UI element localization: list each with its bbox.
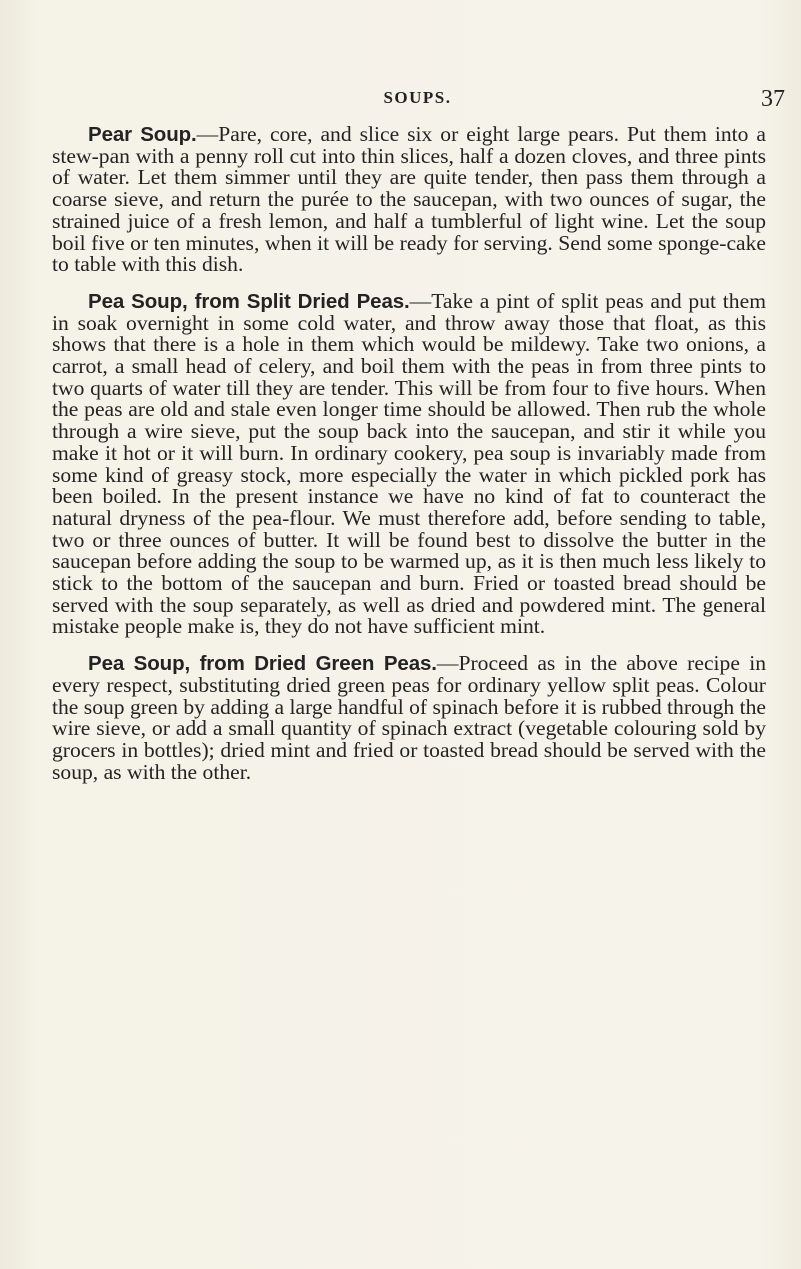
recipe-pear-soup xyxy=(52,124,766,276)
recipe-title: Pea Soup, from Dried Green Peas. xyxy=(88,652,437,676)
recipe-text: —Pare, core, and slice six or eight large pears. Put them into a stew-pan with a penny roll cut into thin slices, half a dozen cloves, and three pints of water. Let them simmer until they are quite tender, then pass them through a coarse sieve, and return the purée to the saucepan, with two ounces of sugar, the strained juice of a fresh lemon, and half a tumblerful of light wine. Let the soup boil five or ten minutes, when it will be ready for serving. Send some sponge-cake to table with this dish. xyxy=(52,122,766,277)
recipe-pea-soup-split-peas xyxy=(52,288,766,639)
recipe-title: Pea Soup, from Split Dried Peas. xyxy=(88,289,410,313)
page-number: 37 xyxy=(761,86,785,112)
running-title: SOUPS. xyxy=(383,88,452,107)
recipe-text: —Proceed as in the above recipe in every respect, substituting dried green peas for ordinary yellow split peas. Colour the soup green by adding a large handful of spinach before it is rubbed through the wire sieve, or add a small quantity of spinach extract (vegetable colouring sold by grocers in bottles); dried mint and fried or toasted bread should be served with the soup, as with the other. xyxy=(52,651,766,784)
recipe-pea-soup-green-peas xyxy=(52,653,766,783)
body-text xyxy=(52,124,766,798)
recipe-text: —Take a pint of split peas and put them in soak overnight in some cold water, and throw away those that float, as this shows that there is a hole in them which would be mildewy. Take two onions, a carrot, a small head of celery, and boil them with the peas in from three pints to two quarts of water till they are tender. This will be from four to five hours. When the peas are old and stale even longer time should be allowed. Then rub the whole through a wire sieve, put the soup back into the saucepan, and stir it while you make it hot or it will burn. In ordinary cookery, pea soup is invariably made from some kind of greasy stock, more especially the water in which pickled pork has been boiled. In the present instance we have no kind of fat to counteract the natural dryness of the pea-flour. We must therefore add, before sending to table, two or three ounces of butter. It will be found best to dissolve the butter in the saucepan before adding the soup to be warmed up, as it is then much less likely to stick to the bottom of the saucepan and burn. Fried or toasted bread should be served with the soup separately, as well as dried and powdered mint. The general mistake people make is, they do not have sufficient mint. xyxy=(52,288,766,639)
running-head xyxy=(50,86,785,114)
recipe-title: Pear Soup. xyxy=(88,123,197,146)
